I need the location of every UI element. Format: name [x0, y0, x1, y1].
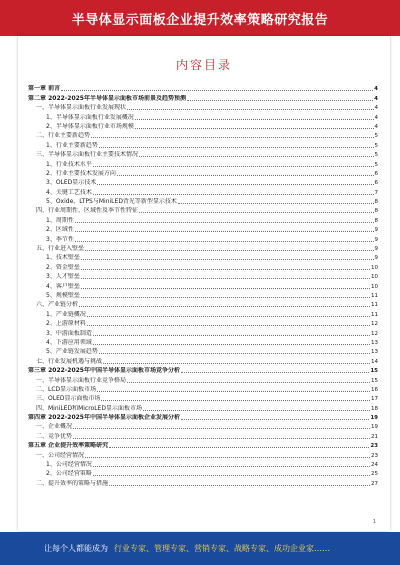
toc-entry-page: 5 [374, 161, 378, 168]
toc-entry-page: 18 [371, 405, 378, 412]
toc-entry[interactable] [28, 403, 378, 412]
toc-leader-dots [61, 90, 373, 91]
toc-entry-page: 5 [374, 142, 378, 149]
toc-entry-text: 4、下游应用领域 [46, 338, 92, 346]
toc-leader-dots [117, 175, 374, 176]
toc-entry-text: 4、客户壁垒 [46, 282, 80, 290]
toc-entry-text: 3、人才壁垒 [46, 273, 80, 281]
toc-entry-page: 16 [371, 386, 378, 393]
toc-entry-page: 13 [371, 339, 378, 346]
toc-entry-page: 9 [374, 227, 378, 234]
toc-entry-page: 21 [371, 433, 378, 440]
toc-entry-text: 4、关键工艺技术 [46, 188, 92, 196]
toc-entry[interactable] [28, 150, 378, 159]
toc-entry-page: 4 [374, 95, 378, 102]
toc-entry-page: 11 [371, 292, 378, 299]
toc-leader-dots [85, 457, 370, 458]
toc-entry[interactable] [28, 103, 378, 112]
toc-entry-text: 六、产业链分析 [36, 301, 79, 309]
toc-entry-page: 9 [374, 255, 378, 262]
toc-leader-dots [178, 203, 374, 204]
toc-entry-page: 23 [371, 452, 378, 459]
toc-entry-page: 14 [371, 358, 378, 365]
header-banner [0, 0, 400, 36]
footer-tail-text: 行业专家、管理专家、营销专家、战略专家、成功企业家…… [114, 544, 330, 553]
toc-entry-page: 4 [374, 114, 378, 121]
toc-entry[interactable] [28, 478, 378, 487]
toc-entry-page: 27 [371, 480, 378, 487]
toc-entry[interactable] [28, 300, 378, 309]
toc-leader-dots [79, 306, 370, 307]
toc-entry[interactable] [28, 131, 378, 140]
toc-leader-dots [93, 194, 374, 195]
toc-leader-dots [97, 184, 373, 185]
toc-leader-dots [181, 372, 369, 373]
toc-entry-text: 1、技术壁垒 [46, 254, 80, 262]
toc-leader-dots [135, 128, 374, 129]
toc-leader-dots [75, 241, 374, 242]
toc-entry-page: 17 [371, 396, 378, 403]
toc-entry[interactable] [28, 169, 378, 178]
toc-leader-dots [97, 391, 370, 392]
toc-leader-dots [187, 100, 373, 101]
toc-entry-page: 10 [371, 264, 378, 271]
toc-entry[interactable] [28, 422, 378, 431]
toc-leader-dots [143, 410, 370, 411]
document-page [18, 36, 390, 531]
toc-entry[interactable] [28, 328, 378, 337]
toc-leader-dots [93, 335, 370, 336]
toc-entry-text: 一、半导体显示面板行业发展现状 [36, 104, 127, 112]
toc-entry-text: 1、公司经营情况 [46, 461, 92, 469]
footer-banner [0, 532, 400, 565]
toc-entry[interactable] [28, 206, 378, 215]
toc-entry[interactable] [28, 413, 378, 422]
toc-entry[interactable] [28, 319, 378, 328]
toc-entry-text: 2、行业主要技术发展方向 [46, 169, 116, 177]
toc-entry-text: 二、行业主要新趋势 [36, 132, 91, 140]
toc-leader-dots [103, 363, 370, 364]
toc-leader-dots [85, 250, 373, 251]
footer-lead-text: 让每个人都能成为 [44, 544, 108, 553]
toc-entry-text: 第三章 2022-2025年中国半导体显示面板市场竞争分析 [28, 367, 180, 375]
toc-entry-page: 15 [371, 377, 378, 384]
toc-entry-text: 第一章 前言 [28, 85, 61, 93]
toc-leader-dots [87, 325, 370, 326]
toc-entry-page: 10 [371, 274, 378, 281]
toc-entry-text: 二、提升效率的策略与措施 [36, 479, 109, 487]
toc-leader-dots [73, 438, 370, 439]
toc-entry-text: 五、行业进入壁垒 [36, 245, 85, 253]
toc-leader-dots [91, 137, 373, 138]
toc-leader-dots [181, 419, 369, 420]
toc-entry[interactable] [28, 385, 378, 394]
toc-entry[interactable] [28, 291, 378, 300]
toc-leader-dots [87, 316, 370, 317]
toc-entry-text: 一、企业概况 [36, 423, 73, 431]
toc-entry[interactable] [28, 375, 378, 384]
toc-entry[interactable] [28, 309, 378, 318]
toc-entry[interactable] [28, 394, 378, 403]
toc-entry[interactable] [28, 347, 378, 356]
toc-entry-text: 二、LCD显示面板市场 [36, 385, 97, 393]
toc-entry-page: 9 [374, 236, 378, 243]
toc-entry[interactable] [28, 356, 378, 365]
toc-entry-page: 12 [371, 330, 378, 337]
toc-entry-page: 15 [370, 368, 378, 375]
toc-leader-dots [81, 278, 370, 279]
toc-entry-text: 四、MiniLED和MicroLED显示面板市场 [36, 404, 142, 412]
toc-entry-text: 2、区域性 [46, 226, 74, 234]
toc-entry-text: 2、半导体显示面板行业市场规模 [46, 122, 134, 130]
toc-entry[interactable] [28, 234, 378, 243]
toc-leader-dots [127, 382, 370, 383]
toc-leader-dots [93, 466, 370, 467]
toc-entry-text: 第五章 企业提升效率策略研究 [28, 442, 109, 450]
toc-entry-page: 5 [374, 152, 378, 159]
toc-entry-page: 19 [371, 424, 378, 431]
toc-entry-page: 11 [371, 302, 378, 309]
toc-entry-page: 12 [371, 321, 378, 328]
toc-entry[interactable] [28, 366, 378, 375]
toc-leader-dots [73, 428, 370, 429]
toc-leader-dots [127, 109, 373, 110]
toc-leader-dots [93, 344, 370, 345]
toc-leader-dots [109, 485, 370, 486]
toc-entry[interactable] [28, 93, 378, 102]
toc-entry-page: 6 [374, 180, 378, 187]
toc-entry[interactable] [28, 225, 378, 234]
toc-leader-dots [81, 288, 370, 289]
toc-entry[interactable] [28, 253, 378, 262]
toc-entry-text: 七、行业发展机遇与挑战 [36, 357, 103, 365]
toc-leader-dots [75, 231, 374, 232]
toc-entry[interactable] [28, 178, 378, 187]
toc-title: 内容目录 [175, 58, 232, 72]
toc-entry[interactable] [28, 215, 378, 224]
toc-entry[interactable] [28, 338, 378, 347]
toc-entry-text: 一、公司经营情况 [36, 451, 85, 459]
toc-entry-page: 9 [374, 246, 378, 253]
toc-entry-page: 4 [374, 123, 378, 130]
toc-entry[interactable] [28, 469, 378, 478]
toc-entry[interactable] [28, 159, 378, 168]
toc-entry[interactable] [28, 431, 378, 440]
toc-entry[interactable] [28, 281, 378, 290]
toc-leader-dots [81, 269, 370, 270]
toc-list [28, 84, 378, 488]
toc-entry-page: 13 [371, 349, 378, 356]
toc-entry-text: 5、产业链发展趋势 [46, 348, 98, 356]
toc-entry-text: 1、行业技术水平 [46, 160, 92, 168]
toc-entry-page: 4 [374, 105, 378, 112]
toc-entry-text: 3、季节性 [46, 235, 74, 243]
toc-entry-text: 2、资金壁垒 [46, 263, 80, 271]
toc-entry-page: 8 [374, 199, 378, 206]
toc-entry-page: 24 [371, 462, 378, 469]
toc-entry-text: 3、OLED显示技术 [46, 179, 97, 187]
toc-entry-page: 8 [374, 217, 378, 224]
toc-entry-text: 二、竞争优势 [36, 432, 73, 440]
toc-entry-text: 第二章 2022-2025年半导体显示面板市场前景及趋势预测 [28, 94, 186, 102]
toc-entry-text: 1、半导体显示面板行业发展概况 [46, 113, 134, 121]
toc-entry[interactable] [28, 187, 378, 196]
toc-entry-text: 1、周期性 [46, 216, 74, 224]
toc-leader-dots [101, 400, 370, 401]
toc-leader-dots [139, 212, 373, 213]
toc-entry[interactable] [28, 84, 378, 93]
toc-entry[interactable] [28, 122, 378, 131]
toc-entry-page: 6 [374, 170, 378, 177]
toc-leader-dots [93, 166, 374, 167]
toc-entry-text: 5、Oxide、LTPS与MiniLED背光等新型显示技术 [46, 198, 177, 206]
toc-leader-dots [109, 447, 369, 448]
toc-entry[interactable] [28, 262, 378, 271]
toc-entry-text: 3、中游面板制造 [46, 329, 92, 337]
toc-leader-dots [81, 259, 374, 260]
toc-entry-page: 7 [374, 189, 378, 196]
toc-leader-dots [75, 222, 374, 223]
toc-leader-dots [93, 475, 370, 476]
toc-entry[interactable] [28, 244, 378, 253]
toc-entry[interactable] [28, 450, 378, 459]
toc-entry-page: 11 [371, 311, 378, 318]
toc-entry-page: 8 [374, 208, 378, 215]
toc-entry[interactable] [28, 272, 378, 281]
toc-entry-page: 5 [374, 133, 378, 140]
toc-leader-dots [99, 147, 374, 148]
toc-entry-text: 第四章 2022-2025年中国半导体显示面板企业发展分析 [28, 414, 180, 422]
toc-entry-text: 四、行业周期性、区域性及季节性特征 [36, 207, 139, 215]
toc-entry-text: 5、规模壁垒 [46, 291, 80, 299]
toc-entry-text: 1、行业主要新趋势 [46, 141, 98, 149]
toc-leader-dots [99, 353, 370, 354]
toc-leader-dots [135, 119, 374, 120]
toc-entry[interactable] [28, 140, 378, 149]
toc-entry-text: 1、产业链概况 [46, 310, 86, 318]
report-title: 半导体显示面板企业提升效率策略研究报告 [71, 12, 329, 28]
toc-entry-text: 三、半导体显示面板行业主要技术情况 [36, 151, 139, 159]
toc-leader-dots [139, 156, 373, 157]
toc-entry-page: 23 [370, 443, 378, 450]
toc-entry[interactable] [28, 460, 378, 469]
page-number: 1 [372, 519, 376, 525]
toc-entry-text: 一、半导体显示面板行业竞争格局 [36, 376, 127, 384]
toc-entry[interactable] [28, 197, 378, 206]
toc-entry[interactable] [28, 441, 378, 450]
toc-entry-text: 2、上游原材料 [46, 320, 86, 328]
toc-entry[interactable] [28, 112, 378, 121]
toc-entry-page: 4 [374, 86, 378, 93]
toc-leader-dots [81, 297, 370, 298]
toc-entry-text: 2、公司经营策略 [46, 470, 92, 478]
toc-entry-page: 19 [370, 415, 378, 422]
toc-entry-page: 10 [371, 283, 378, 290]
toc-entry-page: 25 [371, 471, 378, 478]
toc-entry-text: 三、OLED显示面板市场 [36, 395, 101, 403]
